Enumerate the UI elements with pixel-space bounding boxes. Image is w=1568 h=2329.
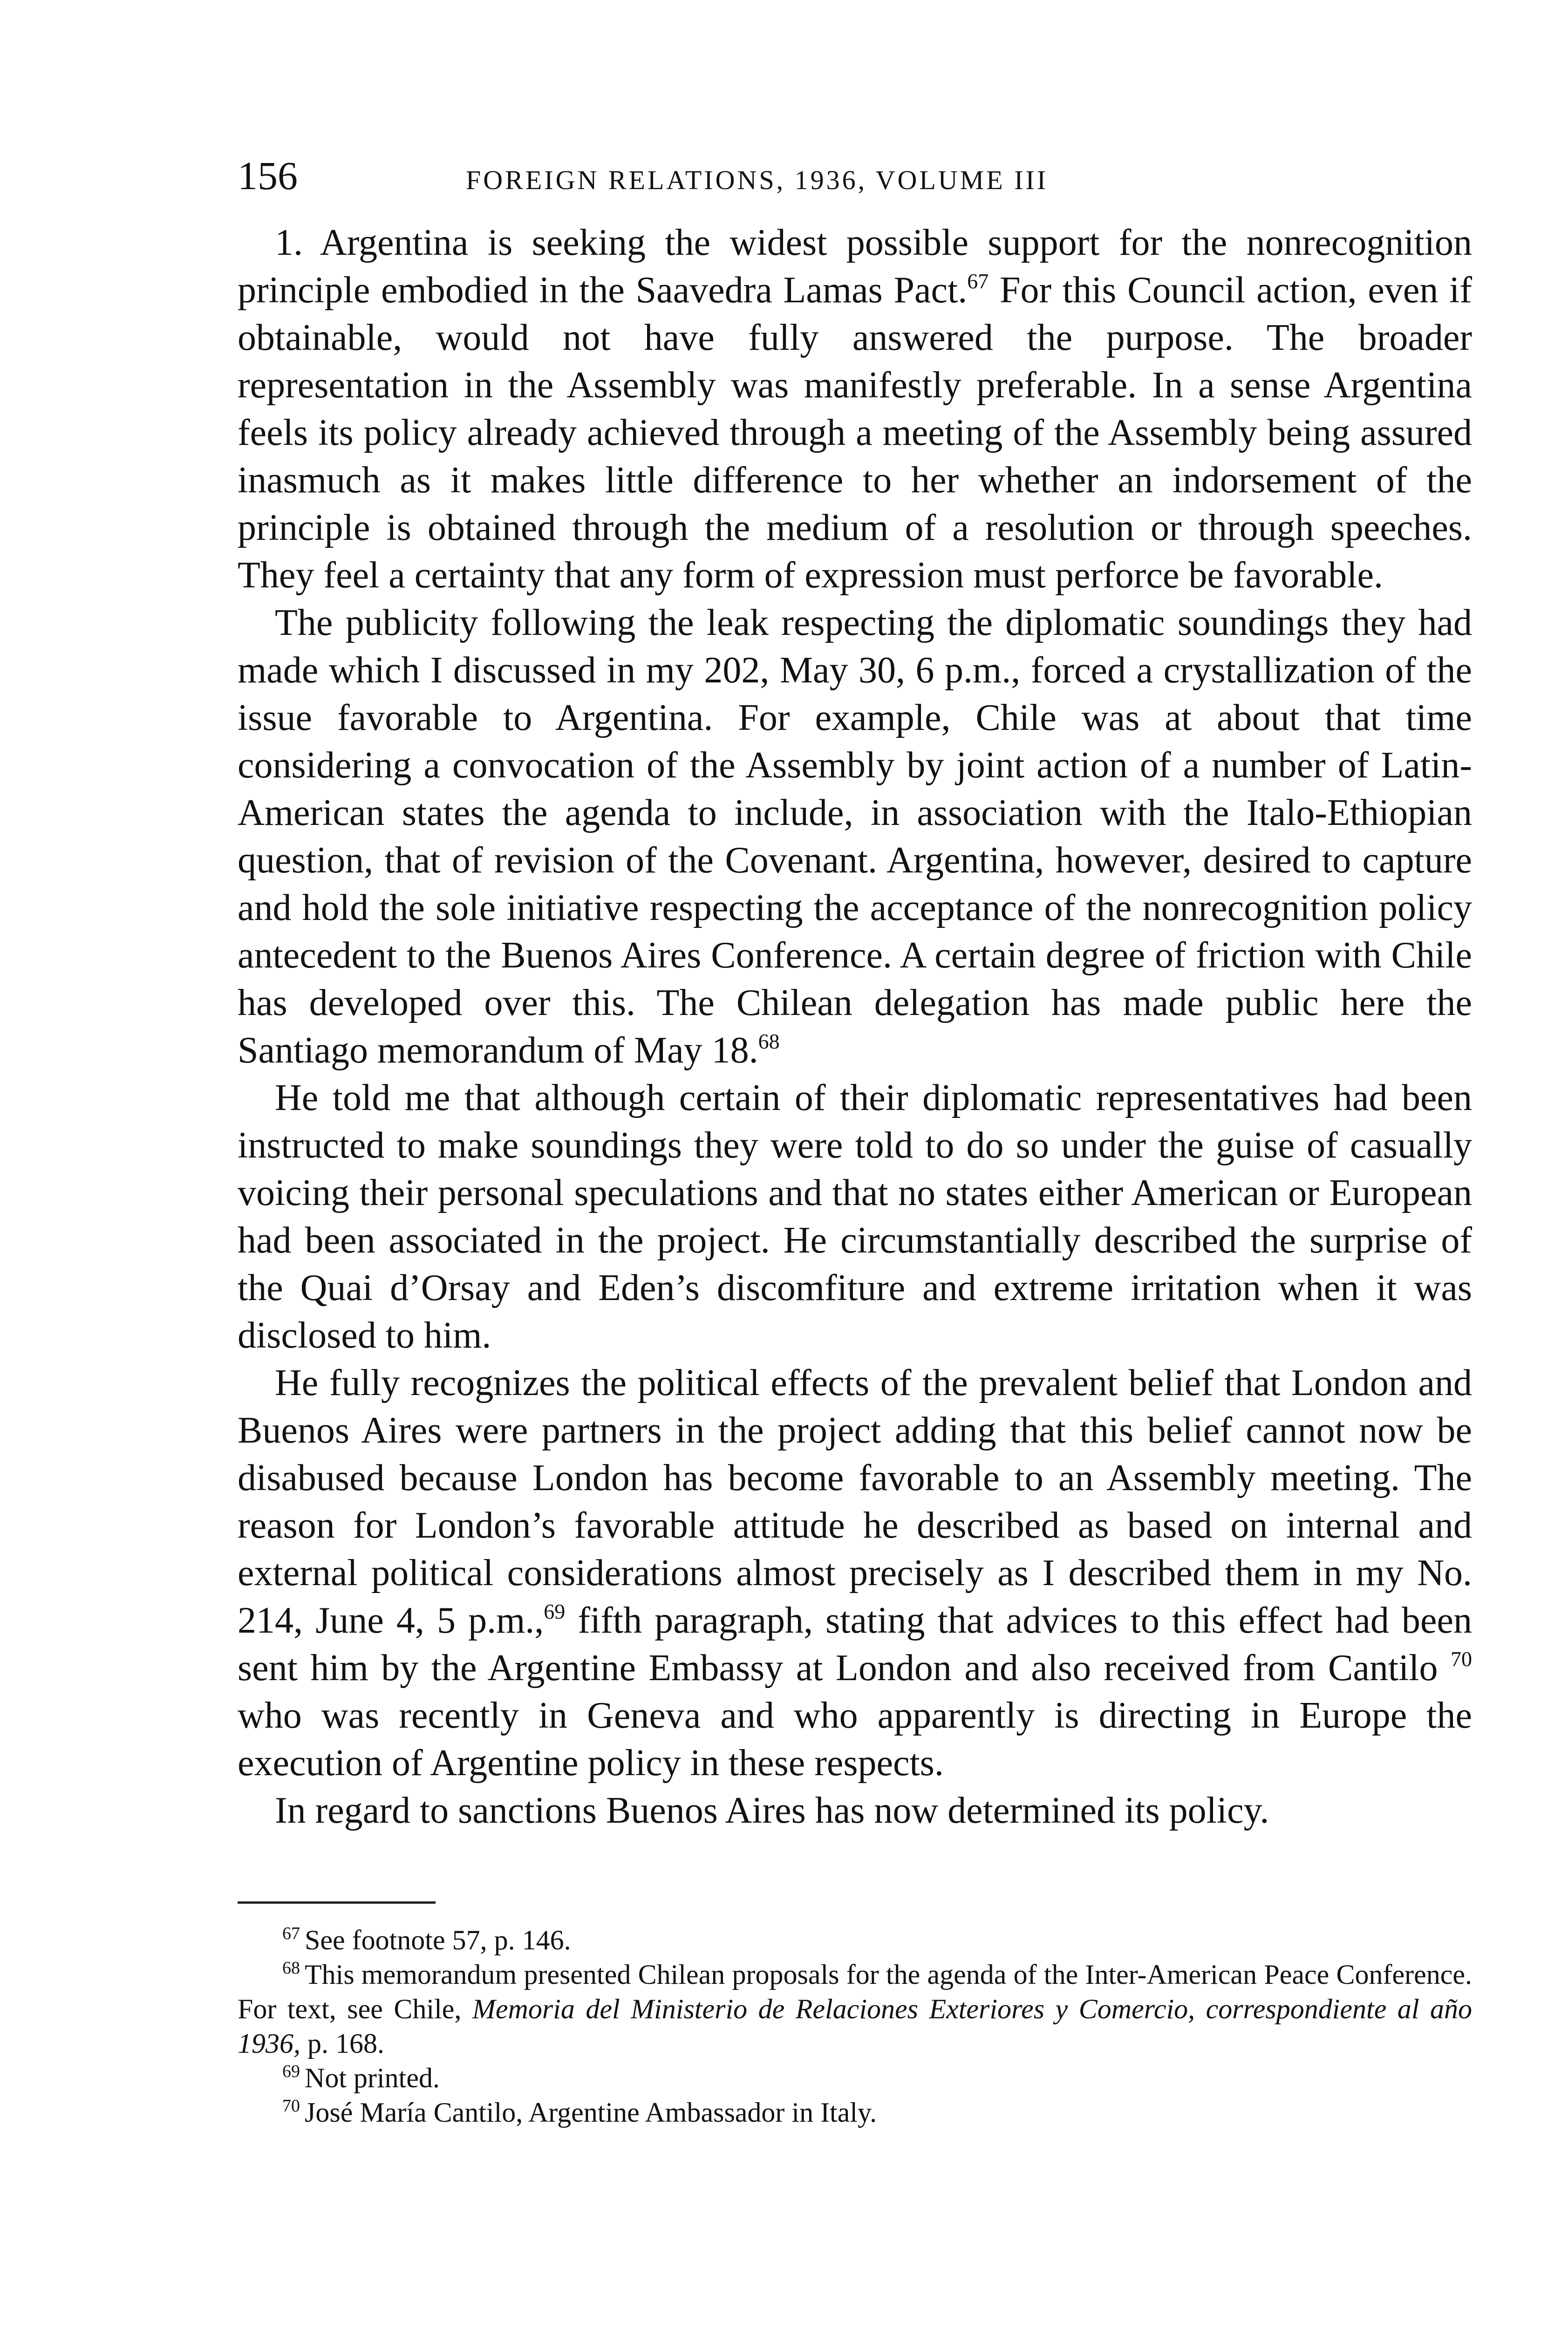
footnote-text: p. 168. xyxy=(300,2028,384,2059)
footnote-ref: 70 xyxy=(1451,1647,1472,1671)
paragraph-2 xyxy=(238,599,1472,1074)
footnote-italic-title: Memoria del Ministerio de Relaciones Exteriores y Comercio, correspondiente al año 1936, xyxy=(238,1994,1473,2059)
paragraph-text: who was recently in Geneva and who apparently is directing in Europe the execution of Argentine policy in these respects. xyxy=(238,1695,1472,1784)
footnote-text: See footnote 57, p. 146. xyxy=(305,1925,571,1955)
footnote-ref: 67 xyxy=(967,269,989,293)
page-header xyxy=(238,150,1467,201)
paragraph-4 xyxy=(238,1359,1472,1787)
paragraph-text: He fully recognizes the political effects of the prevalent belief that London and Buenos Aires were partners in the project adding that this belief cannot now be disabused because London has become favorable to an Assembly meeting. The reason for London’s favorable attitude he described as based on internal and external political considerations almost precisely as I described them in my No. 214, June 4, 5 p.m., xyxy=(238,1362,1472,1641)
paragraph-text: He told me that although certain of their diplomatic representatives had been instructed to make soundings they were told to do so under the guise of casually voicing their personal speculations and that no states either American or European had been associated in the project. He circumstantially described the surprise of the Quai d’Orsay and Eden’s discomfiture and extreme irritation when it was disclosed to him. xyxy=(238,1077,1472,1356)
paragraph-5 xyxy=(238,1787,1472,1834)
paragraph-text: For this Council action, even if obtainable, would not have fully answered the purpose. The broader representation in the Assembly was manifestly preferable. In a sense Argentina feels its policy already achieved through a meeting of the Assembly being assured inasmuch as it makes little difference to her whether an indorsement of the principle is obtained through the medium of a resolution or through speeches. They feel a certainty that any form of expression must perforce be favorable. xyxy=(238,270,1473,596)
footnote-text: José María Cantilo, Argentine Ambassador in Italy. xyxy=(305,2097,877,2128)
paragraph-3 xyxy=(238,1074,1472,1359)
running-title: FOREIGN RELATIONS, 1936, VOLUME III xyxy=(466,165,1049,195)
footnote-68 xyxy=(238,1957,1472,2061)
footnote-text: This memorandum presented Chilean proposals for the agenda of the Inter-American Peace Conference. For text, see Chile, xyxy=(238,1959,1472,2024)
footnote-text: Not printed. xyxy=(305,2063,440,2093)
footnote-ref: 68 xyxy=(758,1029,780,1053)
footnotes xyxy=(238,1923,1472,2130)
footnote-number: 69 xyxy=(282,2062,300,2081)
footnote-70 xyxy=(238,2095,1472,2130)
page-number: 156 xyxy=(238,153,298,198)
footnote-69 xyxy=(238,2061,1472,2095)
paragraph-text: fifth paragraph, stating that advices to this effect had been sent him by the Argentine Embassy at London and also received from Cantilo xyxy=(238,1600,1472,1689)
paragraph-text: 1. Argentina is seeking the widest possible support for the nonrecognition principle embodied in the Saavedra Lamas Pact. xyxy=(238,222,1472,311)
paragraph-text: In regard to sanctions Buenos Aires has now determined its policy. xyxy=(275,1790,1269,1831)
footnote-ref: 69 xyxy=(544,1600,566,1623)
footnote-divider xyxy=(238,1901,436,1904)
paragraph-text: The publicity following the leak respecting the diplomatic soundings they had made which I discussed in my 202, May 30, 6 p.m., forced a crystallization of the issue favorable to Argentina. For example, Chile was at about that time considering a convocation of the Assembly by joint action of a number of Latin-American states the agenda to include, in association with the Italo-Ethiopian question, that of revision of the Covenant. Argentina, however, desired to capture and hold the sole initiative respecting the acceptance of the nonrecognition policy antecedent to the Buenos Aires Conference. A certain degree of friction with Chile has developed over this. The Chilean delegation has made public here the Santiago memorandum of May 18. xyxy=(238,602,1472,1071)
footnote-number: 68 xyxy=(282,1958,300,1978)
footnote-number: 67 xyxy=(282,1924,300,1943)
footnote-number: 70 xyxy=(282,2096,300,2116)
paragraph-1 xyxy=(238,219,1472,599)
footnote-67 xyxy=(238,1923,1472,1957)
body-text xyxy=(238,219,1472,1834)
